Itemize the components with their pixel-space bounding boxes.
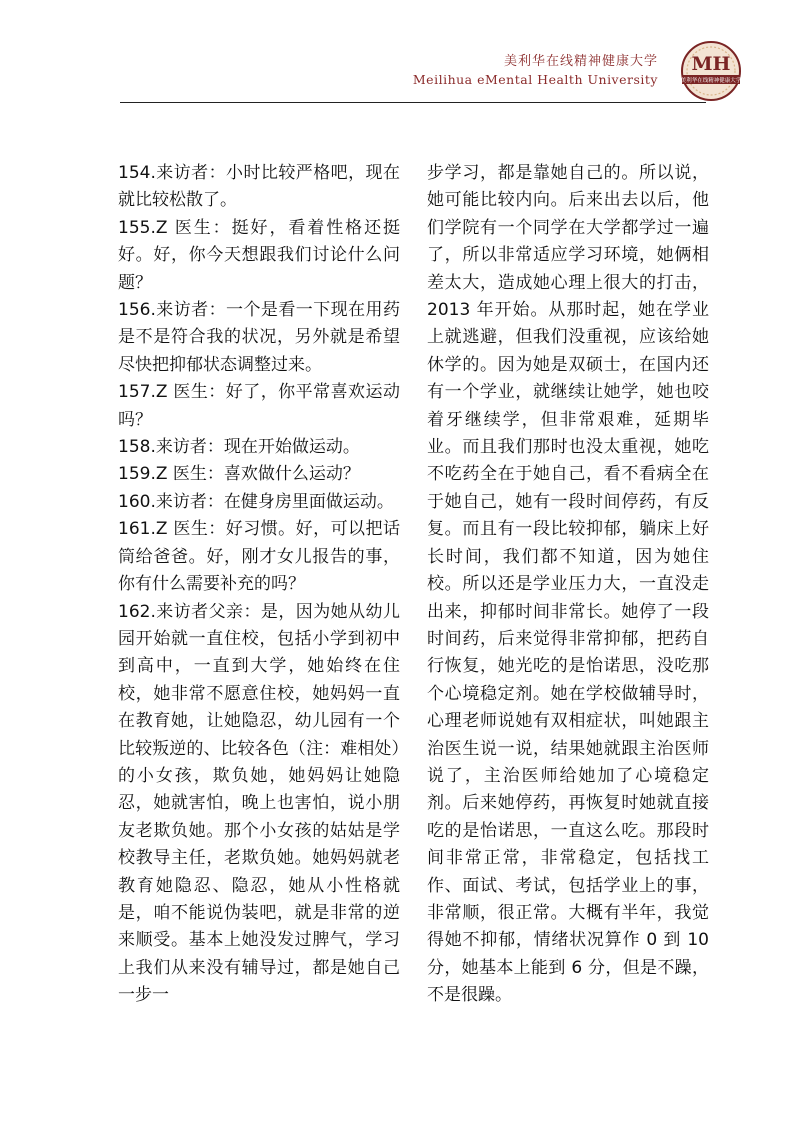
header-rule xyxy=(120,102,706,103)
page-header xyxy=(0,0,800,110)
dialogue-161: 161.Z 医生：好习惯。好，可以把话筒给爸爸。好，刚才女儿报告的事，你有什么需要补充的吗？ xyxy=(118,519,400,595)
dialogue-156: 156.来访者：一个是看一下现在用药是不是符合我的状况，另外就是希望尽快把抑郁状态调整过来。 xyxy=(118,300,400,375)
dialogue-158: 158.来访者：现在开始做运动。 xyxy=(118,437,360,458)
university-name-cn: 美利华在线精神健康大学 xyxy=(503,54,658,69)
dialogue-157: 157.Z 医生：好了，你平常喜欢运动吗？ xyxy=(118,382,400,430)
logo-mark-text: MH xyxy=(691,53,731,75)
right-column xyxy=(427,160,709,1010)
university-name-en: Meilihua eMental Health University xyxy=(412,72,658,87)
dialogue-154: 154.来访者：小时比较严格吧，现在就比较松散了。 xyxy=(118,163,400,211)
dialogue-160: 160.来访者：在健身房里面做运动。 xyxy=(118,491,394,512)
dialogue-159: 159.Z 医生：喜欢做什么运动？ xyxy=(118,464,360,485)
logo-band-text: 美利华在线精神健康大学 xyxy=(680,78,742,84)
dialogue-162-continued: 步学习，都是靠她自己的。所以说，她可能比较内向。后来出去以后，他们学院有一个同学在大学都学过一遍了，所以非常适应学习环境，她俩相差太大，造成她心理上很大的打击，2013 年开始。从那时起，她在学业上就逃避，但我们没重视，应该给她休学的。因为她是双硕士，在国内还有一个学业，就继续让她学，她也咬着牙继续学，但非常艰难，延期毕业。而且我们那时也没太重视，她吃不吃药全在于她自己，看不看病全在于她自己，她有一段时间停药，有反复。而且有一段比较抑郁，躺床上好长时间，我们都不知道，因为她住校。所以还是学业压力大，一直没走出来，抑郁时间非常长。她停了一段时间药，后来觉得非常抑郁，把药自行恢复，她光吃的是怡诺思，没吃那个心境稳定剂。她在学校做辅导时，心理老师说她有双相症状，叫她跟主治医生说一说，结果她就跟主治医师说了，主治医师给她加了心境稳定剂。后来她停药，再恢复时她就直接吃的是怡诺思，一直这么吃。那段时间非常正常，非常稳定，包括找工作、面试、考试，包括学业上的事，非常顺，很正常。大概有半年，我觉得她不抑郁，情绪状况算作 0 到 10 分，她基本上能到 6 分，但是不躁，不是很躁。 xyxy=(427,163,709,1006)
dialogue-155: 155.Z 医生：挺好，看着性格还挺好。好，你今天想跟我们讨论什么问题？ xyxy=(118,217,400,293)
left-column xyxy=(118,160,400,1010)
university-logo xyxy=(680,40,742,102)
dialogue-162: 162.来访者父亲：是，因为她从幼儿园开始就一直住校，包括小学到初中到高中，一直到大学，她始终在住校，她非常不愿意住校，她妈妈一直在教育她，让她隐忍，幼儿园有一个比较叛逆的、比较各色（注：难相处）的小女孩，欺负她，她妈妈让她隐忍，她就害怕，晚上也害怕，说小朋友老欺负她。那个小女孩的姑姑是学校教导主任，老欺负她。她妈妈就老教育她隐忍、隐忍，她从小性格就是，咱不能说伪装吧，就是非常的逆来顺受。基本上她没发过脾气，学习上我们从来没有辅导过，都是她自己一步一 xyxy=(118,601,400,1006)
